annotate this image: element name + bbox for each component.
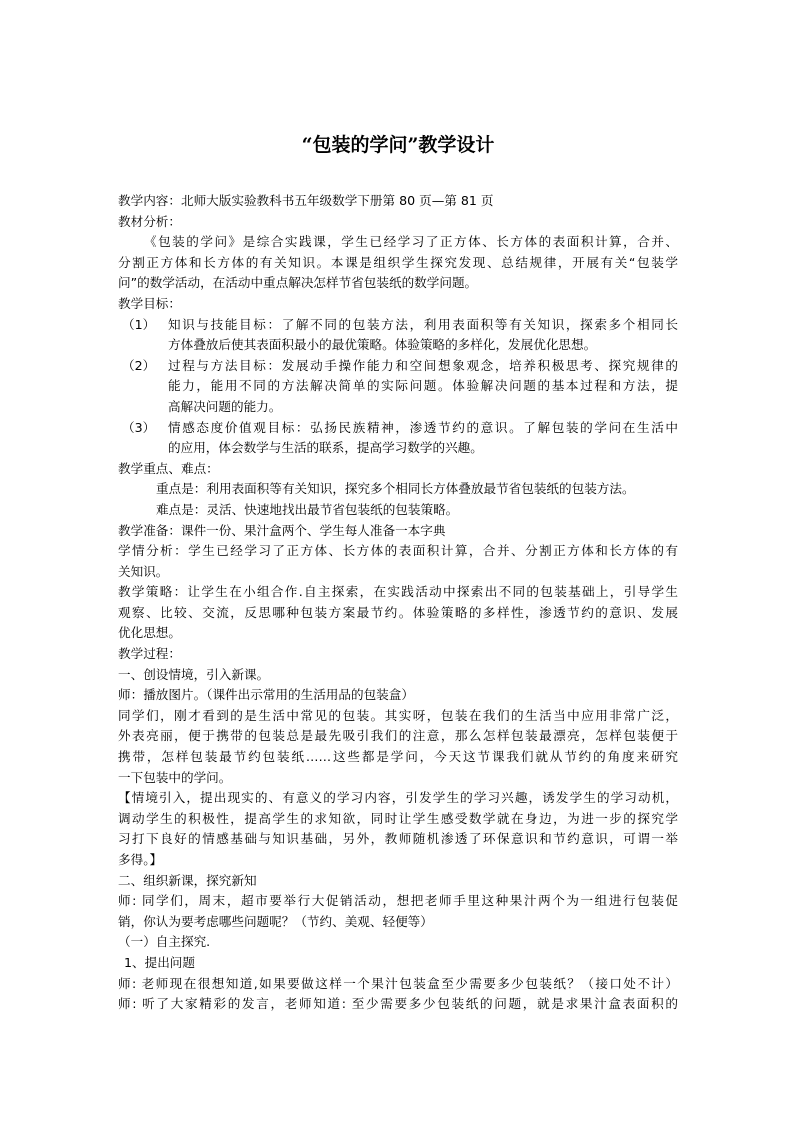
objective-item bbox=[118, 356, 678, 418]
subsection-heading: （一）自主探究. bbox=[118, 934, 211, 950]
note-line: 调动学生的积极性，提高学生的求知欲，同时让学生感受数学就在身边，为进一步的探究学 bbox=[118, 810, 678, 826]
teaching-content: 教学内容：北师大版实验教科书五年级数学下册第 80 页—第 81 页 bbox=[118, 193, 494, 208]
teacher-line: 师: 听了大家精彩的发言，老师知道: 至少需要多少包装纸的问题，就是求果汁盒表面积的 bbox=[118, 996, 678, 1012]
process-label: 教学过程： bbox=[118, 646, 181, 662]
teacher-line: 销，你认为要考虑哪些问题呢？（节约、美观、轻便等） bbox=[118, 913, 433, 929]
objective-number: （1） bbox=[122, 316, 156, 332]
analysis-label: 教材分析： bbox=[118, 213, 181, 229]
situation-line: 学情分析：学生已经学习了正方体、长方体的表面积计算，合并、分割正方体和长方体的有 bbox=[118, 543, 678, 559]
key-points-label: 教学重点、难点： bbox=[118, 460, 219, 476]
strategy-line: 教学策略：让学生在小组合作.自主探索，在实践活动中探索出不同的包装基础上，引导学生 bbox=[118, 584, 678, 600]
paragraph-line: 一下包装中的学问。 bbox=[118, 769, 232, 785]
paragraph-line: 携带，怎样包装最节约包装纸……这些都是学问，今天这节课我们就从节约的角度来研究 bbox=[118, 749, 678, 765]
note-line: 习打下良好的情感基础与知识基础，另外，教师随机渗透了环保意识和节约意识，可谓一举 bbox=[118, 831, 678, 847]
difficult-point: 难点是：灵活、快速地找出最节省包装纸的包装策略。 bbox=[156, 501, 459, 517]
note-line: 多得。】 bbox=[118, 852, 163, 867]
analysis-line: 问”的数学活动，在活动中重点解决怎样节省包装纸的数学问题。 bbox=[118, 275, 478, 291]
objective-item bbox=[118, 315, 678, 356]
objectives-label: 教学目标： bbox=[118, 295, 181, 311]
document-title: “包装的学问”教学设计 bbox=[301, 134, 495, 156]
objective-line: 过程与方法目标：发展动手操作能力和空间想象观念，培养积极思考、探究规律的 bbox=[168, 357, 678, 373]
teacher-line: 师: 同学们，周末，超市要举行大促销活动，想把老师手里这种果汁两个为一组进行包装促 bbox=[118, 893, 678, 909]
note-line: 【情境引入，提出现实的、有意义的学习内容，引发学生的学习兴趣，诱发学生的学习动机， bbox=[118, 790, 678, 806]
situation-line: 关知识。 bbox=[118, 563, 169, 579]
objective-item bbox=[118, 418, 678, 459]
strategy-line: 观察、比较、交流，反思哪种包装方案最节约。体验策略的多样性，渗透节约的意识、发展 bbox=[118, 604, 678, 620]
teacher-line: 师: 老师现在很想知道,如果要做这样一个果汁包装盒至少需要多少包装纸？（接口处不计） bbox=[118, 975, 678, 991]
paragraph-line: 外表亮丽，便于携带的包装总是最先吸引我们的注意，那么怎样包装最漂亮，怎样包装便于 bbox=[118, 728, 678, 744]
strategy-line: 优化思想。 bbox=[118, 625, 181, 641]
objective-line: 的应用，体会数学与生活的联系，提高学习数学的兴趣。 bbox=[168, 440, 483, 456]
step-heading: 1、提出问题 bbox=[124, 954, 195, 970]
teacher-line: 师：播放图片。（课件出示常用的生活用品的包装盒） bbox=[118, 687, 414, 703]
objective-line: 能力，能用不同的方法解决简单的实际问题。体验解决问题的基本过程和方法，提 bbox=[168, 378, 678, 394]
analysis-line: 《包装的学问》是综合实践课，学生已经学习了正方体、长方体的表面积计算，合并、 bbox=[144, 234, 678, 250]
section-heading: 二、组织新课，探究新知 bbox=[118, 872, 257, 888]
objective-line: 方体叠放后使其表面积最小的最优策略。体验策略的多样化，发展优化思想。 bbox=[168, 337, 597, 353]
key-point: 重点是：利用表面积等有关知识，探究多个相同长方体叠放最节省包装纸的包装方法。 bbox=[156, 481, 635, 497]
objective-number: （3） bbox=[122, 419, 156, 435]
teaching-prep: 教学准备：课件一份、果汁盒两个、学生每人准备一本字典 bbox=[118, 522, 446, 538]
objective-line: 高解决问题的能力。 bbox=[168, 398, 282, 414]
objective-line: 知识与技能目标：了解不同的包装方法，利用表面积等有关知识，探索多个相同长 bbox=[168, 316, 678, 332]
objective-line: 情感态度价值观目标：弘扬民族精神，渗透节约的意识。了解包装的学问在生活中 bbox=[168, 419, 678, 435]
paragraph-line: 同学们，刚才看到的是生活中常见的包装。其实呀，包装在我们的生活当中应用非常广泛， bbox=[118, 707, 678, 723]
section-heading: 一、创设情境，引入新课。 bbox=[118, 666, 270, 682]
objective-number: （2） bbox=[122, 357, 156, 373]
analysis-line: 分割正方体和长方体的有关知识。本课是组织学生探究发现、总结规律，开展有关“包装学 bbox=[118, 254, 678, 270]
document-body bbox=[118, 191, 678, 1015]
